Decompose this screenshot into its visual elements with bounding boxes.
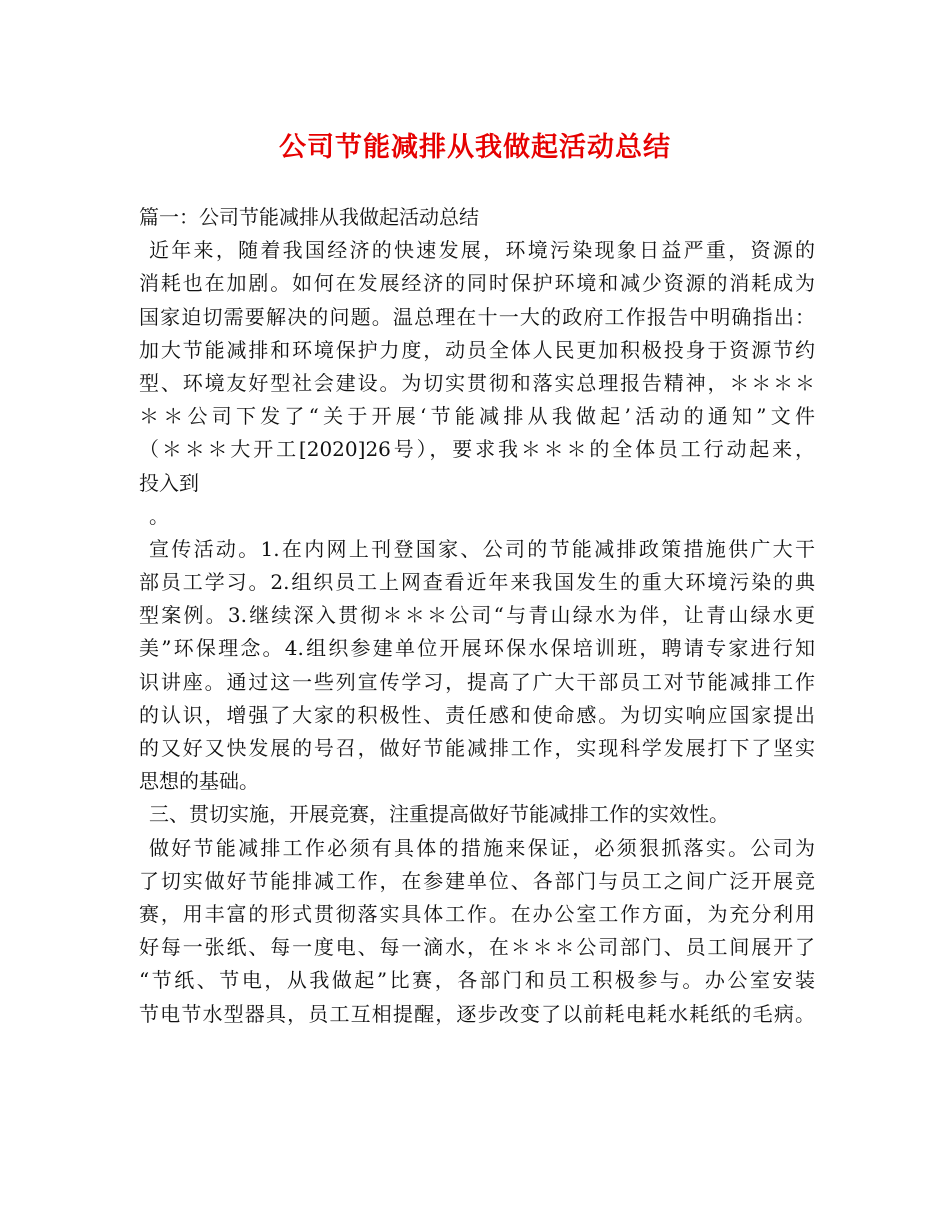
paragraph-line: “节纸、节电，从我做起”比赛，各部门和员工积极参与。办公室安装 xyxy=(139,968,815,993)
paragraph-line: 赛，用丰富的形式贯彻落实具体工作。在办公室工作方面，为充分利用 xyxy=(139,901,815,926)
paragraph-line: 美”环保理念。4.组织参建单位开展环保水保培训班，聘请专家进行知 xyxy=(139,636,815,661)
document-title: 公司节能减排从我做起活动总结 xyxy=(279,132,671,163)
paragraph-line: 节电节水型器具，员工互相提醒，逐步改变了以前耗电耗水耗纸的毛病。 xyxy=(139,1001,815,1026)
paragraph-line: 投入到 xyxy=(139,470,199,495)
paragraph-line: 消耗也在加剧。如何在发展经济的同时保护环境和减少资源的消耗成为 xyxy=(139,271,815,296)
paragraph-line: 加大节能减排和环境保护力度，动员全体人民更加积极投身于资源节约 xyxy=(139,337,815,362)
paragraph-line: 了切实做好节能排减工作，在参建单位、各部门与员工之间广泛开展竞 xyxy=(139,868,815,893)
paragraph-line: （＊＊＊大开工[2020]26号），要求我＊＊＊的全体员工行动起来， xyxy=(139,437,815,462)
section-heading: 篇一：公司节能减排从我做起活动总结 xyxy=(139,205,479,229)
paragraph-line: 型案例。3.继续深入贯彻＊＊＊公司“与青山绿水为伴，让青山绿水更 xyxy=(139,603,815,628)
paragraph-line: 的又好又快发展的号召，做好节能减排工作，实现科学发展打下了坚实 xyxy=(139,736,815,760)
paragraph-line: 的认识，增强了大家的积极性、责任感和使命感。为切实响应国家提出 xyxy=(139,702,815,727)
paragraph-line: 近年来，随着我国经济的快速发展，环境污染现象日益严重，资源的 xyxy=(149,238,815,263)
section-heading: 三、贯切实施，开展竞赛，注重提高做好节能减排工作的实效性。 xyxy=(149,802,729,827)
paragraph-line: 思想的基础。 xyxy=(139,769,259,794)
paragraph-line: 识讲座。通过这一些列宣传学习，提高了广大干部员工对节能减排工作 xyxy=(139,669,815,694)
paragraph-line: ＊＊公司下发了“关于开展‘节能减排从我做起’活动的通知”文件 xyxy=(139,404,815,429)
paragraph-line: 做好节能减排工作必须有具体的措施来保证，必须狠抓落实。公司为 xyxy=(149,835,815,860)
paragraph-line: 型、环境友好型社会建设。为切实贯彻和落实总理报告精神，＊＊＊＊ xyxy=(139,370,815,395)
paragraph-line: 。 xyxy=(149,503,169,528)
paragraph-line: 国家迫切需要解决的问题。温总理在十一大的政府工作报告中明确指出： xyxy=(139,304,815,329)
document-body xyxy=(139,201,815,1031)
paragraph-line: 好每一张纸、每一度电、每一滴水，在＊＊＊公司部门、员工间展开了 xyxy=(139,935,815,960)
paragraph-line: 部员工学习。2.组织员工上网查看近年来我国发生的重大环境污染的典 xyxy=(139,570,815,595)
paragraph-line: 宣传活动。1.在内网上刊登国家、公司的节能减排政策措施供广大干 xyxy=(149,536,815,561)
